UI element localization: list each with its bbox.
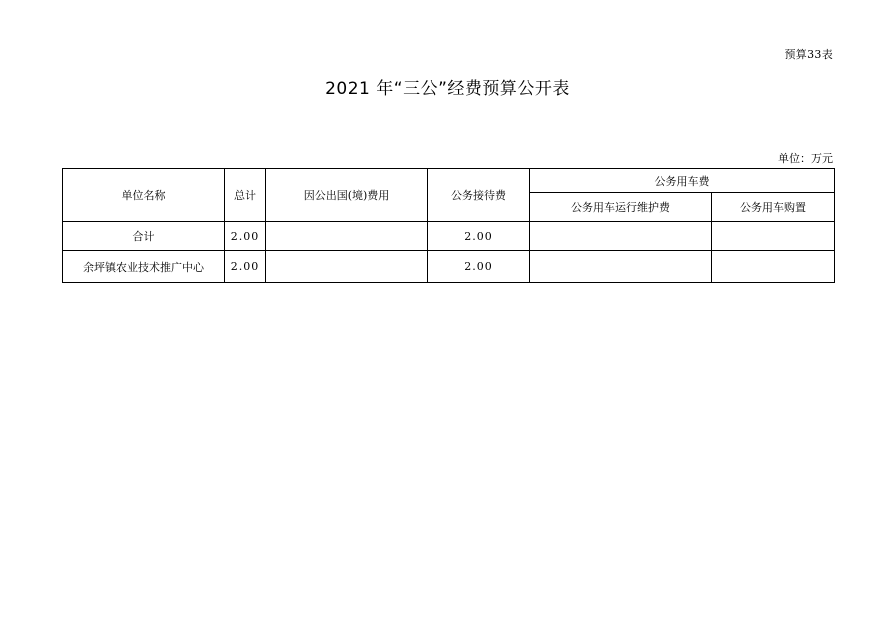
cell-overseas xyxy=(266,251,428,283)
cell-overseas xyxy=(266,222,428,251)
header-reception: 公务接待费 xyxy=(428,169,530,222)
cell-total: 2.00 xyxy=(225,251,266,283)
table-header-row xyxy=(63,169,835,193)
cell-vehicle-purchase xyxy=(712,222,835,251)
header-vehicle: 公务用车费 xyxy=(530,169,835,193)
cell-reception: 2.00 xyxy=(428,251,530,283)
cell-unit-name: 余坪镇农业技术推广中心 xyxy=(63,251,225,283)
unit-label: 单位：万元 xyxy=(778,152,833,165)
table-row xyxy=(63,251,835,283)
budget-table xyxy=(62,168,835,283)
header-total: 总计 xyxy=(225,169,266,222)
cell-vehicle-maintenance xyxy=(530,222,712,251)
table-row xyxy=(63,222,835,251)
page-title: 2021 年“三公”经费预算公开表 xyxy=(325,79,570,99)
page-number: 预算33表 xyxy=(784,48,833,61)
cell-vehicle-purchase xyxy=(712,251,835,283)
cell-unit-name: 合计 xyxy=(63,222,225,251)
cell-vehicle-maintenance xyxy=(530,251,712,283)
header-unit-name: 单位名称 xyxy=(63,169,225,222)
header-overseas: 因公出国(境)费用 xyxy=(266,169,428,222)
cell-total: 2.00 xyxy=(225,222,266,251)
cell-reception: 2.00 xyxy=(428,222,530,251)
header-vehicle-purchase: 公务用车购置 xyxy=(712,193,835,222)
header-vehicle-maintenance: 公务用车运行维护费 xyxy=(530,193,712,222)
